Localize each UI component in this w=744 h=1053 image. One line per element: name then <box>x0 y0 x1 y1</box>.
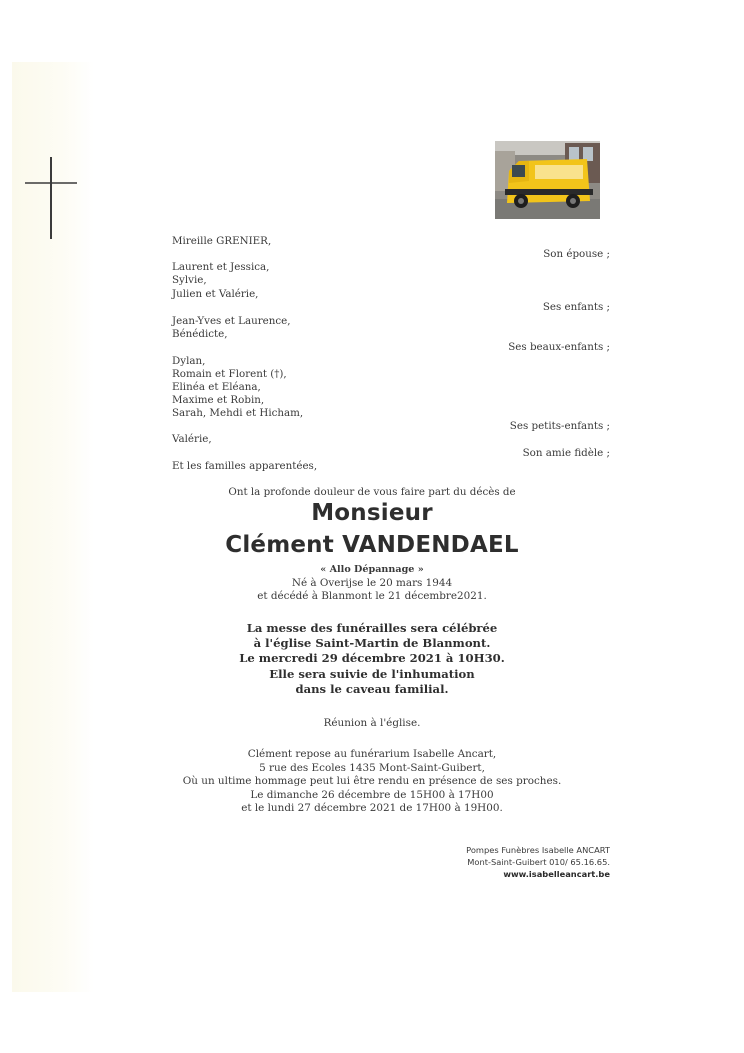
visitation-line: Clément repose au funérarium Isabelle Ancart, <box>247 748 497 760</box>
extended-families: Et les familles apparentées, <box>172 460 318 472</box>
friend-name: Valérie, <box>172 433 212 445</box>
children-name: Laurent et Jessica, <box>172 261 270 273</box>
death-line: et décédé à Blanmont le 21 décembre2021. <box>257 590 487 602</box>
funeral-home-address: Mont-Saint-Guibert 010/ 65.16.65. <box>467 857 610 867</box>
funeral-line: dans le caveau familial. <box>295 681 449 696</box>
funeral-details <box>0 621 744 697</box>
friend-relation: Son amie fidèle ; <box>522 447 610 459</box>
in-laws-name: Bénédicte, <box>172 328 228 340</box>
funeral-line: Elle sera suivie de l'inhumation <box>269 666 475 681</box>
children-name: Julien et Valérie, <box>172 288 259 300</box>
spouse-names: Mireille GRENIER, <box>172 235 272 247</box>
funeral-line: Le mercredi 29 décembre 2021 à 10H30. <box>239 651 505 666</box>
grandchildren-name: Maxime et Robin, <box>172 394 265 406</box>
visitation-details <box>0 748 744 816</box>
funeral-home-name: Pompes Funèbres Isabelle ANCART <box>466 845 610 855</box>
deceased-nickname: « Allo Dépannage » <box>320 564 424 575</box>
visitation-line: Où un ultime hommage peut lui être rendu en présence de ses proches. <box>182 775 562 787</box>
birth-line: Né à Overijse le 20 mars 1944 <box>291 576 453 589</box>
in-laws-name: Jean-Yves et Laurence, <box>172 315 291 327</box>
funeral-home-website[interactable]: www.isabelleancart.be <box>503 869 610 879</box>
birth-death-details <box>0 563 744 604</box>
visitation-line: Le dimanche 26 décembre de 15H00 à 17H00 <box>250 788 494 801</box>
visitation-line: et le lundi 27 décembre 2021 de 17H00 à 19H00. <box>241 802 503 814</box>
funeral-line: à l'église Saint-Martin de Blanmont. <box>253 636 491 651</box>
grandchildren-relation: Ses petits-enfants ; <box>509 420 610 432</box>
grandchildren-name: Dylan, <box>172 355 206 367</box>
deceased-title: Monsieur <box>311 500 433 526</box>
funeral-home-footer <box>466 844 610 880</box>
van-photo <box>495 141 600 219</box>
visitation-line: 5 rue des Ecoles 1435 Mont-Saint-Guibert, <box>259 761 485 774</box>
meeting-note: Réunion à l'église. <box>323 717 421 729</box>
cross-icon <box>22 155 80 241</box>
grandchildren-name: Romain et Florent (†), <box>172 368 287 380</box>
spouse-relation: Son épouse ; <box>543 248 610 260</box>
in-laws-relation: Ses beaux-enfants ; <box>508 341 610 353</box>
funeral-line: La messe des funérailles sera célébrée <box>246 621 498 635</box>
grandchildren-name: Sarah, Mehdi et Hicham, <box>172 407 304 419</box>
grandchildren-name: Elinéa et Eléana, <box>172 381 261 393</box>
announcement-intro: Ont la profonde douleur de vous faire part du décès de <box>228 486 516 498</box>
children-name: Sylvie, <box>172 274 207 286</box>
children-relation: Ses enfants ; <box>542 301 610 313</box>
deceased-name: Clément VANDENDAEL <box>225 532 519 558</box>
